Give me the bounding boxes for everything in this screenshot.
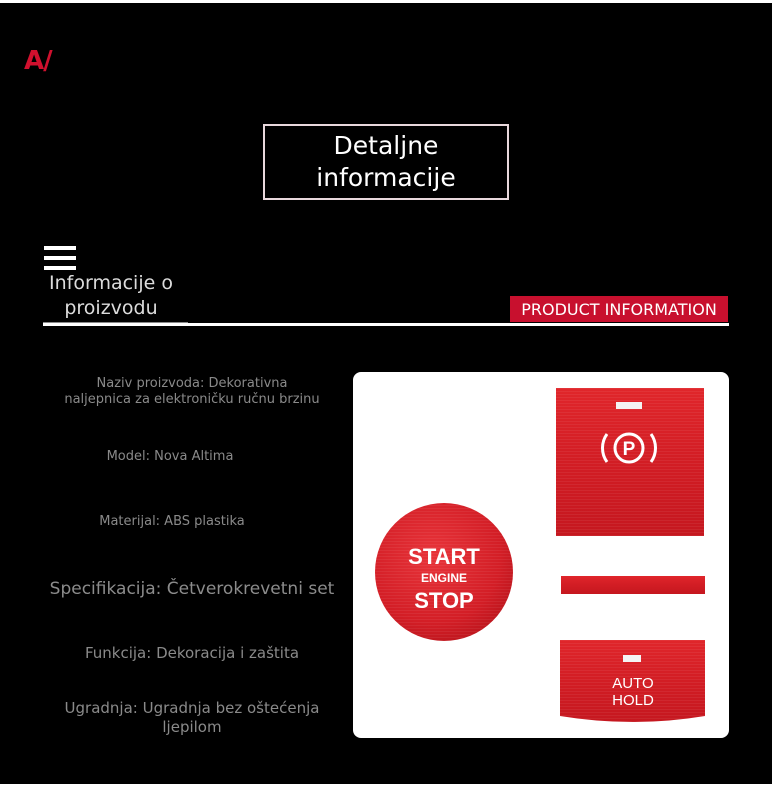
top-edge — [0, 0, 772, 3]
spec-product-name-line2: naljepnica za elektroničku ručnu brzinu — [64, 392, 320, 407]
auto-label: AUTO — [612, 675, 654, 692]
page-title — [263, 124, 509, 200]
svg-text:P: P — [622, 439, 636, 460]
product-photo — [353, 372, 729, 738]
menu-icon[interactable] — [44, 246, 76, 272]
spec-installation-line2: ljepilom — [162, 718, 222, 736]
hold-label: HOLD — [612, 692, 654, 709]
page-title-line1: Detaljne — [333, 131, 439, 160]
product-information-tag: PRODUCT INFORMATION — [510, 296, 728, 322]
spec-function: Funkcija: Dekoracija i zaštita — [84, 644, 300, 662]
spec-installation — [40, 699, 344, 737]
spec-product-name-line1: Naziv proizvoda: Dekorativna — [96, 376, 288, 391]
section-title — [40, 271, 182, 321]
section-title-line1: Informacije o — [49, 272, 173, 294]
start-label: START — [408, 544, 480, 569]
engine-label: ENGINE — [420, 571, 468, 585]
start-stop-sticker — [375, 503, 513, 641]
parking-brake-sticker — [556, 388, 704, 536]
spec-model: Model: Nova Altima — [106, 449, 234, 464]
section-divider — [43, 323, 729, 326]
spec-material: Materijal: ABS plastika — [99, 514, 245, 529]
trim-strip-sticker — [561, 576, 705, 594]
spec-specification: Specifikacija: Četverokrevetni set — [49, 579, 335, 599]
stop-label: STOP — [414, 588, 474, 613]
bottom-bar — [0, 784, 772, 800]
brand-logo: A/ — [24, 46, 52, 76]
page-title-line2: informacije — [316, 163, 456, 192]
section-title-line2: proizvodu — [64, 297, 158, 319]
spec-installation-line1: Ugradnja: Ugradnja bez oštećenja — [64, 699, 320, 717]
auto-hold-sticker — [560, 640, 705, 722]
spec-product-name — [40, 376, 344, 408]
